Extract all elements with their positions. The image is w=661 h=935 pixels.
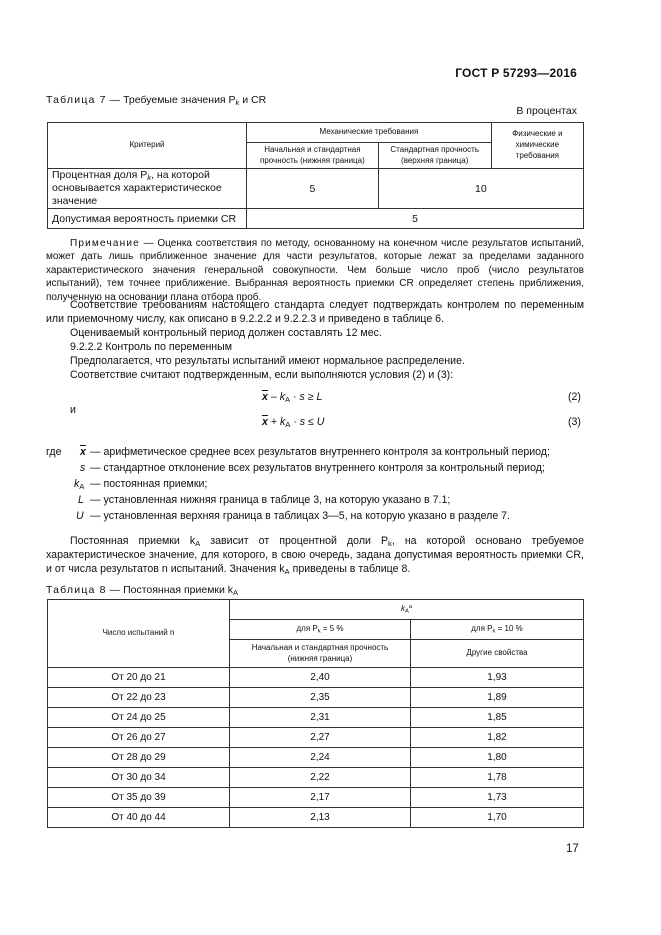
equation-3: $\overline{x} + k_A \cdot s \le U$	[262, 416, 325, 429]
table-row	[48, 708, 584, 728]
note	[46, 237, 584, 304]
table-row	[48, 728, 584, 748]
table8-col-n: Число испытаний n	[48, 600, 230, 668]
note-label: Примечание	[70, 238, 140, 249]
table-row	[48, 768, 584, 788]
table8-col-ka: $k_A^a$	[230, 600, 584, 620]
standard-header: ГОСТ Р 57293—2016	[455, 66, 577, 80]
def-l-symbol: L	[78, 494, 84, 506]
paragraph-1: Соответствие требованиям настоящего стандарта следует подтверждать контролем по переменным или приемочному числу, как описано в 9.2.2.2 и 9.2.2.3 и приведено в таблице 6.	[46, 299, 584, 326]
def-s-symbol: s	[80, 462, 86, 474]
table8-cell-p10: 1,73	[411, 788, 584, 808]
table-row	[48, 788, 584, 808]
table8-cell-n: От 22 до 23	[48, 688, 230, 708]
table8-body	[48, 668, 584, 828]
table8-cell-p5: 2,35	[230, 688, 411, 708]
def-ka-symbol: $k_A$	[74, 478, 85, 491]
table8-cell-p10: 1,82	[411, 728, 584, 748]
table8-col-p5: для $P_k = 5$ %	[230, 620, 411, 640]
def-l-text: — установленная нижняя граница в таблице 3, на которую указано в 7.1;	[90, 494, 451, 506]
table7-caption	[46, 94, 266, 106]
def-x-text: — арифметическое среднее всех результатов внутреннего контроля за контрольный период;	[90, 446, 550, 458]
equation-2-number: (2)	[568, 391, 581, 403]
table8-label: Таблица 8	[46, 584, 107, 596]
table8-cell-p5: 2,31	[230, 708, 411, 728]
paragraph-4: Предполагается, что результаты испытаний имеют нормальное распределение.	[70, 355, 465, 367]
table7-col-mech-lower: Начальная и стандартная прочность (нижняя граница)	[247, 143, 379, 169]
table7	[47, 122, 584, 229]
table8-cell-p5: 2,24	[230, 748, 411, 768]
paragraph-5: Соответствие считают подтвержденным, если выполняются условия (2) и (3):	[70, 369, 454, 381]
table-row	[48, 808, 584, 828]
where-word: где	[46, 446, 62, 458]
table8-cell-p10: 1,70	[411, 808, 584, 828]
def-ka-text: — постоянная приемки;	[90, 478, 208, 490]
equation-3-number: (3)	[568, 416, 581, 428]
note-text: — Оценка соответствия по методу, основанному на конечном числе результатов испытаний, может дать лишь приближенное значение для части результатов, которые лежат за пределами заданного характеристического значения генеральной совокупности. Чем больше число проб (число результатов испытаний), тем точнее приближение. Выбранная вероятность приемки CR определяет степень приближения, полученную на основании плана отбора проб.	[46, 238, 584, 303]
table7-col-mech-upper: Стандартная прочность (верхняя граница)	[378, 143, 491, 169]
table8-cell-p5: 2,22	[230, 768, 411, 788]
table-row	[48, 668, 584, 688]
table8-cell-p10: 1,80	[411, 748, 584, 768]
table7-col-mech: Механические требования	[247, 123, 492, 143]
def-u-symbol: U	[76, 510, 84, 522]
and-word: и	[70, 404, 76, 416]
table8-cell-p10: 1,85	[411, 708, 584, 728]
table-row	[48, 688, 584, 708]
table8-cell-n: От 24 до 25	[48, 708, 230, 728]
table8-cell-n: От 20 до 21	[48, 668, 230, 688]
table7-unit: В процентах	[516, 105, 577, 117]
equation-2: $\overline{x} - k_A \cdot s \ge L$	[262, 391, 323, 404]
table7-title: — Требуемые значения $P_k$ и CR	[109, 94, 267, 107]
table7-col-phys: Физические и химические требования	[491, 123, 583, 169]
table8-col-p10: для $P_k = 10$ %	[411, 620, 584, 640]
table7-row2-value: 5	[247, 209, 584, 229]
table8-title: — Постоянная приемки $k_A$	[109, 584, 239, 597]
paragraph-2: Оцениваемый контрольный период должен составлять 12 мес.	[70, 327, 382, 339]
def-x-symbol: $\overline{x}$	[80, 446, 86, 458]
table8	[47, 599, 584, 828]
section-heading: 9.2.2.2 Контроль по переменным	[70, 341, 233, 353]
table8-cell-n: От 28 до 29	[48, 748, 230, 768]
table7-row2-label: Допустимая вероятность приемки CR	[48, 209, 247, 229]
table7-row1-label: Процентная доля $P_k$, на которой основывается характеристическое значение	[48, 169, 247, 209]
table8-cell-p5: 2,13	[230, 808, 411, 828]
table-row	[48, 748, 584, 768]
def-s-text: — стандартное отклонение всех результатов внутреннего контроля за контрольный период;	[90, 462, 545, 474]
table8-cell-n: От 35 до 39	[48, 788, 230, 808]
table8-cell-n: От 26 до 27	[48, 728, 230, 748]
table7-row1-lower: 5	[247, 169, 379, 209]
table8-cell-p5: 2,40	[230, 668, 411, 688]
table7-row1-upper: 10	[378, 169, 583, 209]
paragraph-6: Постоянная приемки $k_A$ зависит от процентной доли $P_k$, на которой основано требуемое характеристическое значение, для которого, в свою очередь, задана допустимая вероятность приемки CR, и от числа результатов n испытаний. Значения $k_A$ приведены в таблице 8.	[46, 535, 584, 577]
table8-caption	[46, 584, 238, 596]
table8-cell-n: От 40 до 44	[48, 808, 230, 828]
table8-cell-p10: 1,93	[411, 668, 584, 688]
table8-cell-p10: 1,78	[411, 768, 584, 788]
table7-col-criteria: Критерий	[48, 123, 247, 169]
table8-cell-p10: 1,89	[411, 688, 584, 708]
page-number: 17	[566, 843, 579, 855]
def-u-text: — установленная верхняя граница в таблицах 3—5, на которую указано в разделе 7.	[90, 510, 510, 522]
table8-cell-n: От 30 до 34	[48, 768, 230, 788]
table8-col-lower: Начальная и стандартная прочность (нижняя граница)	[230, 640, 411, 668]
table8-cell-p5: 2,27	[230, 728, 411, 748]
table8-cell-p5: 2,17	[230, 788, 411, 808]
table8-col-other: Другие свойства	[411, 640, 584, 668]
table7-label: Таблица 7	[46, 94, 107, 106]
